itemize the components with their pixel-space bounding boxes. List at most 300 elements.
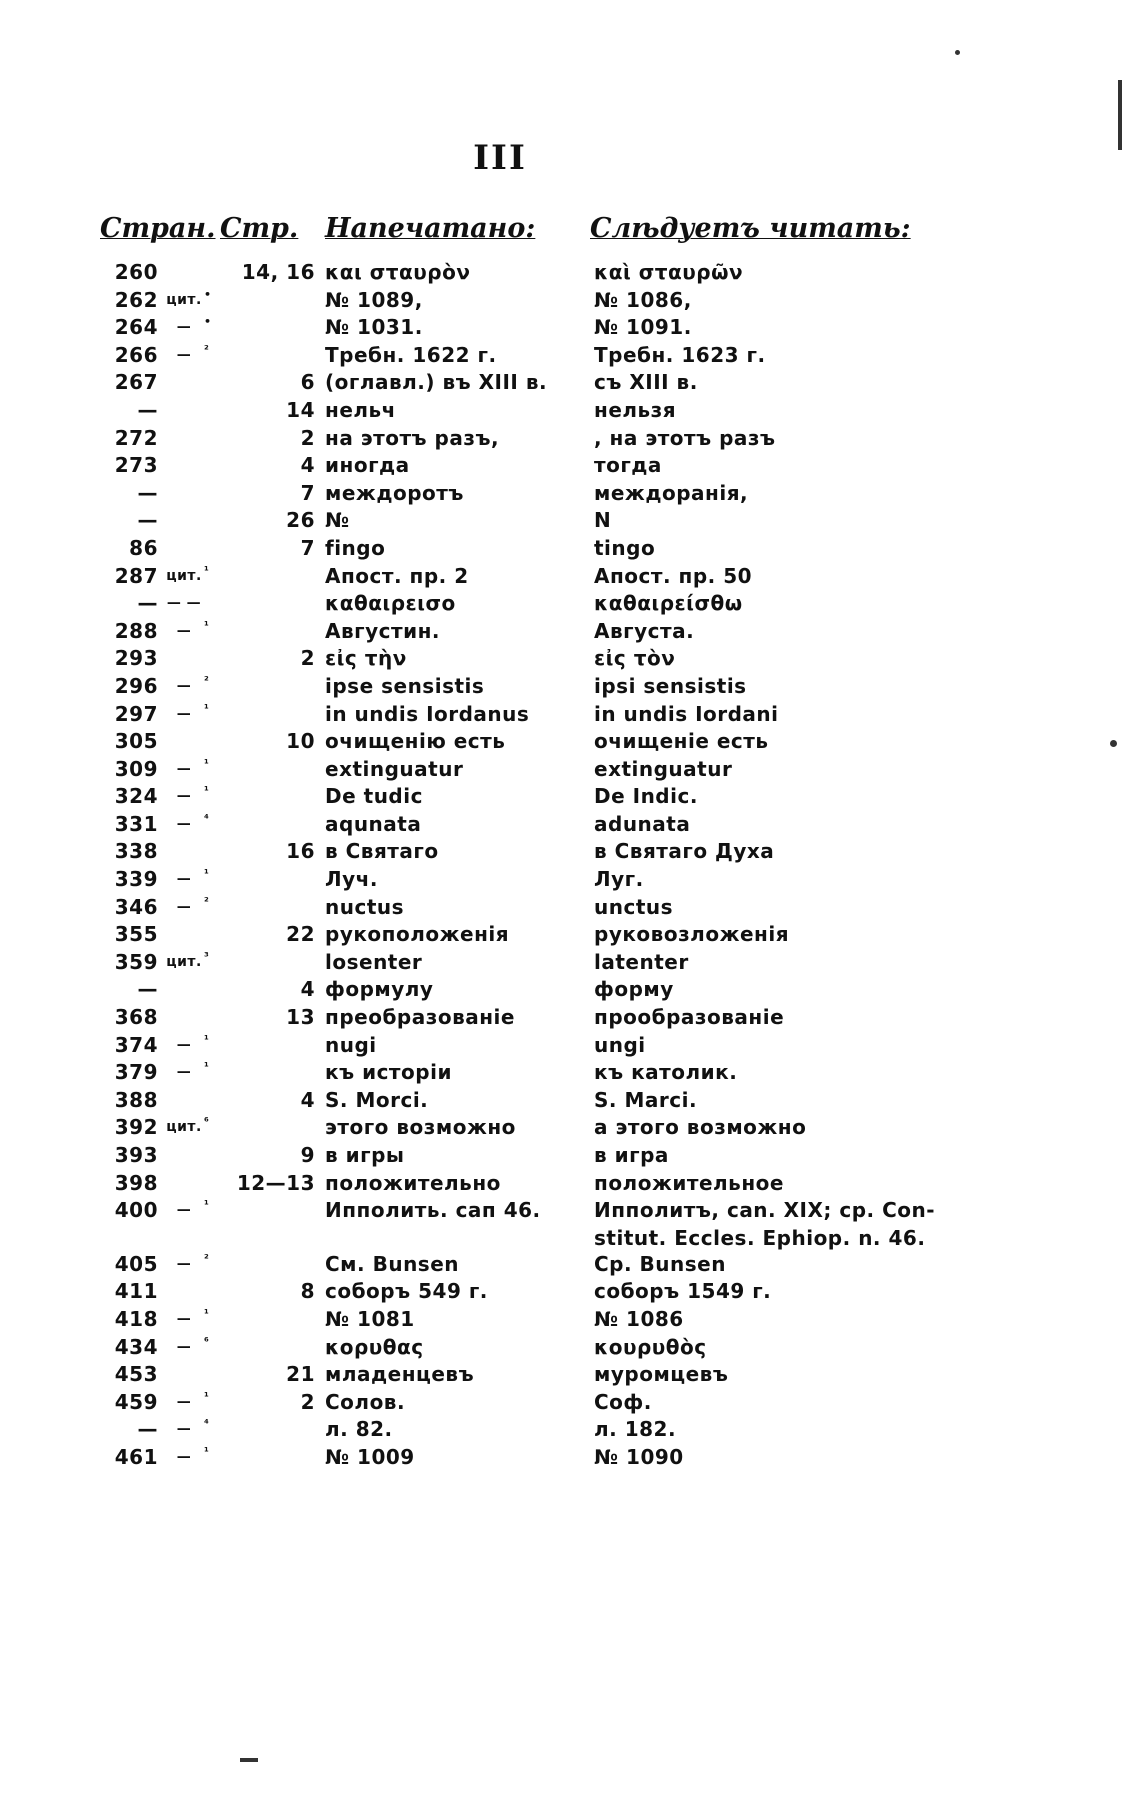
row-line	[222, 949, 325, 977]
row-page: 411	[114, 1279, 158, 1304]
row-line	[222, 590, 325, 618]
table-row	[96, 1334, 935, 1362]
row-line	[222, 287, 325, 315]
row-page: 293	[114, 646, 158, 671]
row-page: 297	[114, 701, 158, 726]
row-footnote: ¹	[204, 867, 210, 881]
row-note	[164, 728, 204, 756]
row-footnote	[204, 1004, 222, 1032]
row-page: 331	[114, 811, 158, 836]
table-row	[96, 811, 935, 839]
row-printed: № 1009	[325, 1444, 415, 1469]
row-note	[164, 838, 204, 866]
row-printed: № 1031.	[325, 315, 423, 340]
row-note	[164, 507, 204, 535]
table-row	[96, 397, 935, 425]
row-correct: εἰς τὸν	[594, 646, 676, 671]
row-note	[164, 369, 204, 397]
table-row	[96, 949, 935, 977]
row-printed: ipse sensistis	[325, 673, 485, 698]
row-correct: къ католик.	[594, 1060, 738, 1085]
row-page: 418	[114, 1306, 158, 1331]
row-correct: № 1091.	[594, 315, 692, 340]
row-page: 338	[114, 839, 158, 864]
row-correct: а этого возможно	[594, 1115, 807, 1140]
row-printed: очищенію есть	[325, 729, 506, 754]
row-line: 26	[286, 508, 315, 533]
table-row	[96, 452, 935, 480]
row-line	[222, 1197, 325, 1225]
table-row	[96, 287, 935, 315]
table-row	[96, 1004, 935, 1032]
row-line	[222, 618, 325, 646]
table-row	[96, 425, 935, 453]
scan-mark	[1110, 740, 1117, 747]
row-note	[164, 1142, 204, 1170]
row-correct: № 1090	[594, 1444, 684, 1469]
row-footnote: ¹	[204, 784, 210, 798]
row-page: —	[137, 397, 158, 422]
row-footnote	[204, 1142, 222, 1170]
table-row	[96, 507, 935, 535]
row-page: 339	[114, 867, 158, 892]
row-footnote	[204, 1278, 222, 1306]
row-note: —	[176, 1064, 192, 1081]
row-footnote	[204, 728, 222, 756]
row-footnote: ⁶	[204, 1334, 210, 1348]
row-note: —	[176, 1421, 192, 1438]
row-line	[222, 1306, 325, 1334]
row-printed: De tudic	[325, 784, 423, 809]
row-footnote: ¹	[204, 1032, 210, 1046]
row-note: цит.	[166, 1119, 202, 1136]
row-line: 8	[300, 1279, 315, 1304]
row-correct: соборъ 1549 г.	[594, 1279, 772, 1304]
table-row	[96, 1306, 935, 1334]
row-footnote	[204, 838, 222, 866]
row-line: 2	[300, 1389, 315, 1414]
row-footnote	[204, 425, 222, 453]
table-row	[96, 921, 935, 949]
row-note	[164, 452, 204, 480]
table-row	[96, 1170, 935, 1198]
row-page	[96, 1225, 164, 1251]
row-correct: in undis Iordani	[594, 701, 779, 726]
row-correct: Луг.	[594, 867, 644, 892]
row-page: 461	[114, 1444, 158, 1469]
row-line	[222, 1251, 325, 1279]
row-footnote	[204, 480, 222, 508]
row-printed: και σταυρὸν	[325, 260, 471, 284]
row-footnote	[204, 507, 222, 535]
row-printed: №	[325, 508, 350, 533]
row-footnote	[204, 1170, 222, 1198]
row-correct: , на этотъ разъ	[594, 425, 776, 450]
row-correct: нельзя	[594, 397, 677, 422]
table-row	[96, 1059, 935, 1087]
row-correct: руковозложенія	[594, 922, 790, 947]
row-printed: losenter	[325, 949, 423, 974]
row-note: — —	[166, 595, 202, 612]
row-page: 86	[129, 535, 158, 560]
row-note	[164, 397, 204, 425]
row-footnote: ²	[204, 673, 210, 687]
row-line	[222, 1059, 325, 1087]
row-footnote	[204, 921, 222, 949]
row-correct: в игра	[594, 1143, 669, 1167]
row-note	[164, 976, 204, 1004]
row-footnote: ³	[204, 949, 210, 963]
row-correct: очищеніе есть	[594, 729, 769, 754]
header-read: Слѣдуетъ читать:	[590, 213, 911, 244]
table-row	[96, 866, 935, 894]
row-line: 4	[300, 977, 315, 1002]
row-printed: на этотъ разъ,	[325, 425, 500, 450]
header-line: Стр.	[220, 213, 299, 244]
row-line	[222, 756, 325, 784]
row-line: 4	[300, 1087, 315, 1112]
row-note: —	[176, 871, 192, 888]
row-line	[222, 811, 325, 839]
scan-mark	[240, 1758, 258, 1762]
row-page: 296	[114, 673, 158, 698]
row-note	[164, 1170, 204, 1198]
row-correct: ungi	[594, 1032, 646, 1057]
table-row	[96, 1225, 935, 1251]
table-row	[96, 1444, 935, 1472]
header-page: Стран.	[100, 213, 216, 244]
row-line	[222, 783, 325, 811]
row-note: —	[176, 677, 192, 694]
row-page: 273	[114, 453, 158, 478]
row-line	[222, 314, 325, 342]
row-note: —	[176, 319, 192, 336]
table-row	[96, 1197, 935, 1225]
row-line: 2	[300, 646, 315, 671]
row-page: 379	[114, 1060, 158, 1085]
row-line: 7	[300, 535, 315, 560]
row-note	[164, 1087, 204, 1115]
row-line: 14	[286, 397, 315, 422]
row-footnote: ¹	[204, 563, 210, 577]
row-printed	[325, 1225, 594, 1251]
table-row	[96, 1416, 935, 1444]
row-page: 459	[114, 1389, 158, 1414]
row-page: 368	[114, 1005, 158, 1030]
row-printed: εἰς τὴν	[325, 646, 407, 671]
row-footnote	[204, 1087, 222, 1115]
row-printed: S. Morci.	[325, 1087, 429, 1112]
page-number: III	[473, 138, 527, 178]
row-correct: положительное	[594, 1170, 784, 1195]
table-header	[0, 213, 1140, 253]
row-page: 288	[114, 618, 158, 643]
table-row	[96, 1389, 935, 1417]
row-page: 305	[114, 729, 158, 754]
table-row	[96, 1278, 935, 1306]
row-line: 9	[300, 1143, 315, 1167]
row-line	[222, 1416, 325, 1444]
row-note: —	[176, 346, 192, 363]
table-row	[96, 535, 935, 563]
row-note	[164, 645, 204, 673]
row-footnote: ²	[204, 1251, 210, 1265]
row-correct: форму	[594, 977, 674, 1002]
row-printed: нельч	[325, 397, 396, 422]
row-correct: Апост. пр. 50	[594, 563, 753, 588]
table-row	[96, 894, 935, 922]
row-line: 2	[300, 425, 315, 450]
row-page: 264	[114, 315, 158, 340]
table-row	[96, 259, 935, 287]
row-correct: Ср. Bunsen	[594, 1251, 726, 1276]
row-page: 398	[114, 1170, 158, 1195]
row-page: —	[137, 591, 158, 616]
row-note: —	[176, 1036, 192, 1053]
row-printed: междоротъ	[325, 480, 464, 505]
row-page: 262	[114, 287, 158, 312]
row-note	[164, 1004, 204, 1032]
row-page: 405	[114, 1251, 158, 1276]
row-line	[222, 342, 325, 370]
table-row	[96, 838, 935, 866]
row-line	[222, 866, 325, 894]
row-note	[164, 1361, 204, 1389]
row-line: 21	[286, 1362, 315, 1387]
row-footnote	[204, 535, 222, 563]
row-line	[222, 673, 325, 701]
row-line	[222, 701, 325, 729]
row-page: 434	[114, 1334, 158, 1359]
row-page: 287	[114, 563, 158, 588]
row-correct: № 1086,	[594, 287, 692, 312]
row-page: 388	[114, 1087, 158, 1112]
row-footnote: ⁴	[204, 1417, 210, 1431]
row-note: —	[176, 1448, 192, 1465]
row-footnote: ¹	[204, 618, 210, 632]
row-footnote: ¹	[204, 1060, 210, 1074]
row-printed: См. Bunsen	[325, 1251, 460, 1276]
row-footnote	[204, 590, 222, 618]
row-page: —	[137, 977, 158, 1002]
row-printed: κορυθας	[325, 1334, 424, 1359]
table-row	[96, 756, 935, 784]
row-note: —	[176, 788, 192, 805]
row-footnote: ²	[204, 894, 210, 908]
row-line: 13	[286, 1005, 315, 1030]
row-page: 267	[114, 370, 158, 395]
table-row	[96, 1361, 935, 1389]
row-note	[164, 921, 204, 949]
row-page: 393	[114, 1143, 158, 1167]
row-note	[164, 259, 204, 287]
table-row	[96, 976, 935, 1004]
row-correct: De Indic.	[594, 784, 698, 809]
row-correct: καὶ σταυρῶν	[594, 260, 744, 284]
row-printed: в игры	[325, 1143, 405, 1167]
row-page: 266	[114, 342, 158, 367]
row-page: 324	[114, 784, 158, 809]
row-footnote	[204, 976, 222, 1004]
row-correct: в Святаго Духа	[594, 839, 775, 864]
row-footnote: •	[204, 315, 212, 329]
row-line	[222, 1444, 325, 1472]
row-line	[222, 1114, 325, 1142]
row-correct: Соф.	[594, 1389, 652, 1414]
row-note: —	[176, 815, 192, 832]
row-printed: № 1089,	[325, 287, 423, 312]
row-footnote	[204, 369, 222, 397]
row-note	[164, 480, 204, 508]
row-correct: съ XIII в.	[594, 370, 698, 395]
row-printed: in undis Iordanus	[325, 701, 530, 726]
row-note: —	[176, 622, 192, 639]
row-page: —	[137, 480, 158, 505]
row-line: 4	[300, 453, 315, 478]
row-footnote	[204, 1361, 222, 1389]
row-line	[222, 894, 325, 922]
row-line	[222, 1225, 325, 1251]
row-correct: S. Marci.	[594, 1087, 698, 1112]
table-row	[96, 590, 935, 618]
row-printed: extinguatur	[325, 756, 464, 781]
row-footnote: ⁶	[204, 1115, 210, 1129]
row-footnote	[204, 397, 222, 425]
row-printed: этого возможно	[325, 1115, 516, 1140]
table-row	[96, 563, 935, 591]
row-printed: рукоположенія	[325, 922, 510, 947]
row-printed: младенцевъ	[325, 1362, 475, 1387]
row-correct: тогда	[594, 453, 662, 478]
row-footnote: ¹	[204, 701, 210, 715]
row-footnote: ¹	[204, 1389, 210, 1403]
row-printed: № 1081	[325, 1306, 415, 1331]
row-correct: Ипполитъ, can. XIX; cp. Con-	[594, 1198, 936, 1223]
row-page: 392	[114, 1115, 158, 1140]
table-row	[96, 728, 935, 756]
table-row	[96, 783, 935, 811]
row-note: —	[176, 1202, 192, 1219]
table-row	[96, 342, 935, 370]
table-row	[96, 618, 935, 646]
row-page: —	[137, 508, 158, 533]
table-row	[96, 701, 935, 729]
header-printed: Напечатано:	[325, 213, 536, 244]
row-note: цит.	[166, 291, 202, 308]
row-printed: соборъ 549 г.	[325, 1279, 488, 1304]
row-footnote: ¹	[204, 1444, 210, 1458]
row-printed: Луч.	[325, 867, 378, 892]
row-correct: Августа.	[594, 618, 695, 643]
row-correct: междоранія,	[594, 480, 749, 505]
row-printed: nugi	[325, 1032, 377, 1057]
row-line	[222, 563, 325, 591]
row-note: —	[176, 898, 192, 915]
row-printed: къ исторіи	[325, 1060, 452, 1085]
row-line: 10	[286, 729, 315, 754]
row-correct: ipsi sensistis	[594, 673, 747, 698]
table-row	[96, 314, 935, 342]
row-note	[164, 1225, 204, 1251]
table-row	[96, 1114, 935, 1142]
row-correct: tingo	[594, 535, 656, 560]
row-printed: Августин.	[325, 618, 440, 643]
row-line: 16	[286, 839, 315, 864]
table-row	[96, 1032, 935, 1060]
row-page: —	[137, 1417, 158, 1442]
row-printed: преобразованіе	[325, 1005, 515, 1030]
row-note	[164, 425, 204, 453]
row-correct: extinguatur	[594, 756, 733, 781]
row-line: 22	[286, 922, 315, 947]
row-footnote	[204, 259, 222, 287]
table-row	[96, 480, 935, 508]
row-note: —	[176, 705, 192, 722]
row-footnote: •	[204, 287, 212, 301]
row-page: 453	[114, 1362, 158, 1387]
row-page: 355	[114, 922, 158, 947]
row-correct: stitut. Eccles. Ephiop. n. 46.	[594, 1225, 926, 1250]
row-correct: л. 182.	[594, 1417, 677, 1442]
row-footnote	[204, 645, 222, 673]
row-line: 6	[300, 370, 315, 395]
table-row	[96, 1251, 935, 1279]
row-line: 12—13	[236, 1170, 315, 1195]
row-note: —	[176, 1338, 192, 1355]
row-correct: καθαιρείσθω	[594, 591, 743, 616]
row-note: цит.	[166, 953, 202, 970]
row-page: 272	[114, 425, 158, 450]
row-line	[222, 1032, 325, 1060]
row-printed: Апост. пр. 2	[325, 563, 469, 588]
row-printed: fingo	[325, 535, 386, 560]
row-printed: nuctus	[325, 894, 405, 919]
row-correct: N	[594, 508, 612, 533]
row-correct: unctus	[594, 894, 674, 919]
row-correct: № 1086	[594, 1306, 684, 1331]
row-printed: в Святаго	[325, 839, 439, 864]
scan-mark	[1118, 80, 1122, 150]
row-page: 400	[114, 1198, 158, 1223]
row-footnote	[204, 452, 222, 480]
row-correct: прообразованіе	[594, 1005, 785, 1030]
row-printed: aqunata	[325, 811, 422, 836]
row-line: 14, 16	[241, 260, 315, 284]
row-line: 7	[300, 480, 315, 505]
row-note: —	[176, 1255, 192, 1272]
row-note: —	[176, 1393, 192, 1410]
row-correct: Требн. 1623 г.	[594, 342, 766, 367]
row-printed: формулу	[325, 977, 434, 1002]
row-printed: л. 82.	[325, 1417, 393, 1442]
errata-table	[96, 259, 935, 1472]
row-line	[222, 1334, 325, 1362]
table-row	[96, 673, 935, 701]
scan-mark	[955, 50, 960, 55]
row-footnote: ¹	[204, 1198, 210, 1212]
row-page: 359	[114, 949, 158, 974]
row-note: —	[176, 760, 192, 777]
table-row	[96, 1142, 935, 1170]
row-page: 346	[114, 894, 158, 919]
table-row	[96, 1087, 935, 1115]
row-printed: Солов.	[325, 1389, 406, 1414]
row-printed: (оглавл.) въ XIII в.	[325, 370, 548, 395]
row-footnote: ²	[204, 342, 210, 356]
row-page: 260	[114, 260, 158, 284]
row-footnote: ⁴	[204, 811, 210, 825]
row-correct: adunata	[594, 811, 691, 836]
